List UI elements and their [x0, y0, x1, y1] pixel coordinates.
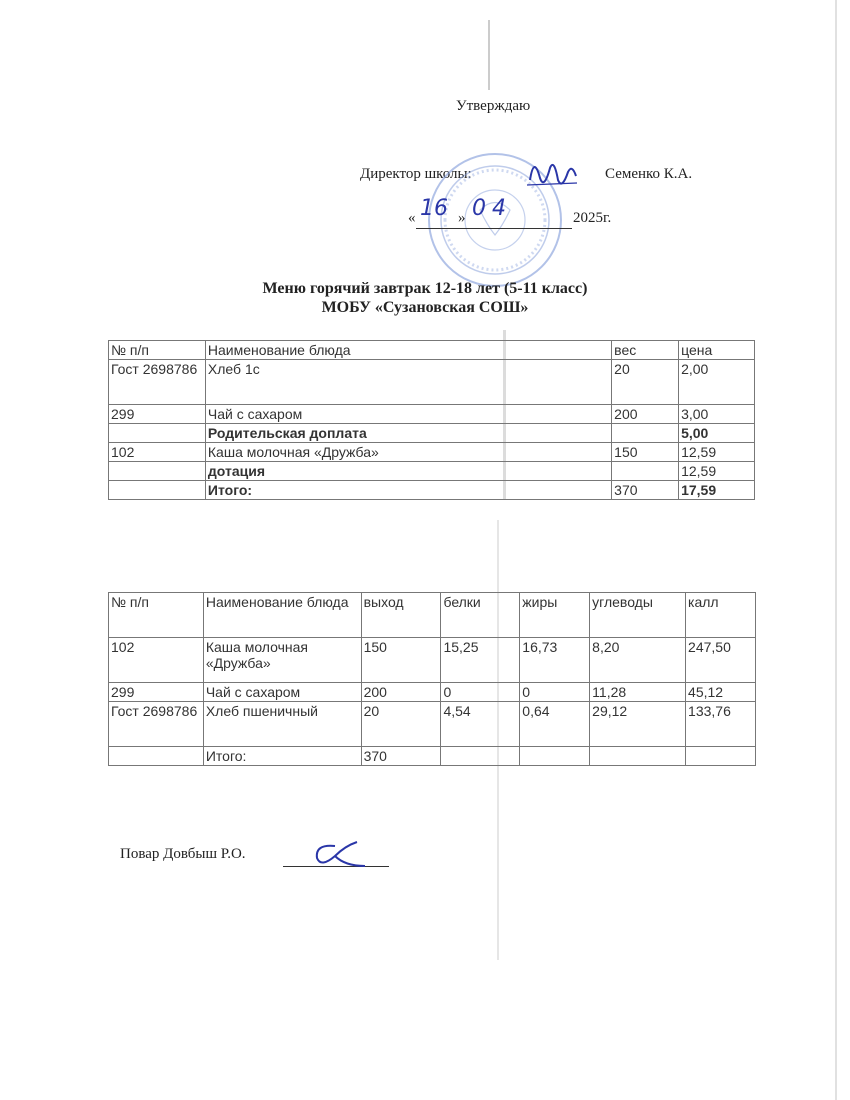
header-cell: вес — [612, 341, 679, 360]
cook-label: Повар Довбыш Р.О. — [120, 846, 246, 862]
table-row — [109, 424, 755, 443]
director-name: Семенко К.А. — [605, 166, 693, 182]
cell-price: 5,00 — [679, 424, 755, 443]
cell-price: 17,59 — [679, 481, 755, 500]
cell-kcal: 45,12 — [686, 683, 756, 702]
cell-num: 299 — [109, 683, 204, 702]
cell-protein — [441, 747, 520, 766]
cell-weight: 370 — [612, 481, 679, 500]
cell-name: дотация — [205, 462, 611, 481]
scan-artifact-right-edge — [835, 0, 837, 1100]
cell-num — [109, 424, 206, 443]
table-row — [109, 360, 755, 405]
cell-num: Гост 2698786 — [109, 702, 204, 747]
cell-carbs: 8,20 — [590, 638, 686, 683]
table-row — [109, 405, 755, 424]
cell-carbs — [590, 747, 686, 766]
date-month: 04 — [472, 196, 512, 221]
date-open-quote: « — [408, 210, 416, 226]
header-cell: углеводы — [590, 593, 686, 638]
cell-out: 370 — [361, 747, 441, 766]
header-cell: жиры — [520, 593, 590, 638]
header-cell: калл — [686, 593, 756, 638]
cell-name: Каша молочная «Дружба» — [203, 638, 361, 683]
date-year: 2025г. — [573, 210, 612, 226]
director-label: Директор школы: — [360, 166, 472, 182]
header-cell: № п/п — [109, 341, 206, 360]
cell-num: Гост 2698786 — [109, 360, 206, 405]
cell-name: Итого: — [203, 747, 361, 766]
menu-table — [108, 340, 755, 500]
header-cell: № п/п — [109, 593, 204, 638]
cell-name: Чай с сахаром — [203, 683, 361, 702]
cell-weight — [612, 462, 679, 481]
cell-weight: 200 — [612, 405, 679, 424]
cell-weight: 150 — [612, 443, 679, 462]
cell-price: 3,00 — [679, 405, 755, 424]
cell-num — [109, 747, 204, 766]
header-cell: белки — [441, 593, 520, 638]
cell-out: 20 — [361, 702, 441, 747]
cell-name: Родительская доплата — [205, 424, 611, 443]
cell-out: 200 — [361, 683, 441, 702]
table-header-row — [109, 341, 755, 360]
cell-name: Итого: — [205, 481, 611, 500]
cell-num: 299 — [109, 405, 206, 424]
cell-kcal: 133,76 — [686, 702, 756, 747]
cell-num: 102 — [109, 443, 206, 462]
date-close-quote: » — [458, 210, 466, 226]
cell-name: Каша молочная «Дружба» — [205, 443, 611, 462]
cell-carbs: 11,28 — [590, 683, 686, 702]
cell-price: 12,59 — [679, 443, 755, 462]
cell-protein: 0 — [441, 683, 520, 702]
cell-protein: 4,54 — [441, 702, 520, 747]
scan-artifact-top — [488, 20, 490, 90]
cell-weight — [612, 424, 679, 443]
table-row — [109, 462, 755, 481]
table-row — [109, 481, 755, 500]
cell-kcal — [686, 747, 756, 766]
cell-num — [109, 462, 206, 481]
table-header-row — [109, 593, 756, 638]
cell-num: 102 — [109, 638, 204, 683]
table-row — [109, 683, 756, 702]
table-row — [109, 702, 756, 747]
cell-price: 2,00 — [679, 360, 755, 405]
page-title: Меню горячий завтрак 12-18 лет (5-11 класс) — [262, 280, 588, 297]
header-cell: выход — [361, 593, 441, 638]
cell-kcal: 247,50 — [686, 638, 756, 683]
director-signature — [522, 150, 582, 200]
header-cell: Наименование блюда — [205, 341, 611, 360]
cell-price: 12,59 — [679, 462, 755, 481]
cell-fat — [520, 747, 590, 766]
header-cell: Наименование блюда — [203, 593, 361, 638]
cell-out: 150 — [361, 638, 441, 683]
cell-fat: 16,73 — [520, 638, 590, 683]
cell-carbs: 29,12 — [590, 702, 686, 747]
cell-name: Хлеб 1с — [205, 360, 611, 405]
cell-fat: 0,64 — [520, 702, 590, 747]
cell-protein: 15,25 — [441, 638, 520, 683]
cell-name: Чай с сахаром — [205, 405, 611, 424]
school-name: МОБУ «Сузановская СОШ» — [321, 299, 529, 316]
cook-signature — [305, 836, 375, 872]
date-day: 16 — [420, 196, 448, 221]
nutrition-table — [108, 592, 756, 766]
table-row — [109, 638, 756, 683]
cell-name: Хлеб пшеничный — [203, 702, 361, 747]
table-row — [109, 747, 756, 766]
header-cell: цена — [679, 341, 755, 360]
cell-num — [109, 481, 206, 500]
cell-weight: 20 — [612, 360, 679, 405]
table-row — [109, 443, 755, 462]
cell-fat: 0 — [520, 683, 590, 702]
date-underline — [416, 228, 572, 229]
approval-heading: Утверждаю — [456, 98, 531, 114]
